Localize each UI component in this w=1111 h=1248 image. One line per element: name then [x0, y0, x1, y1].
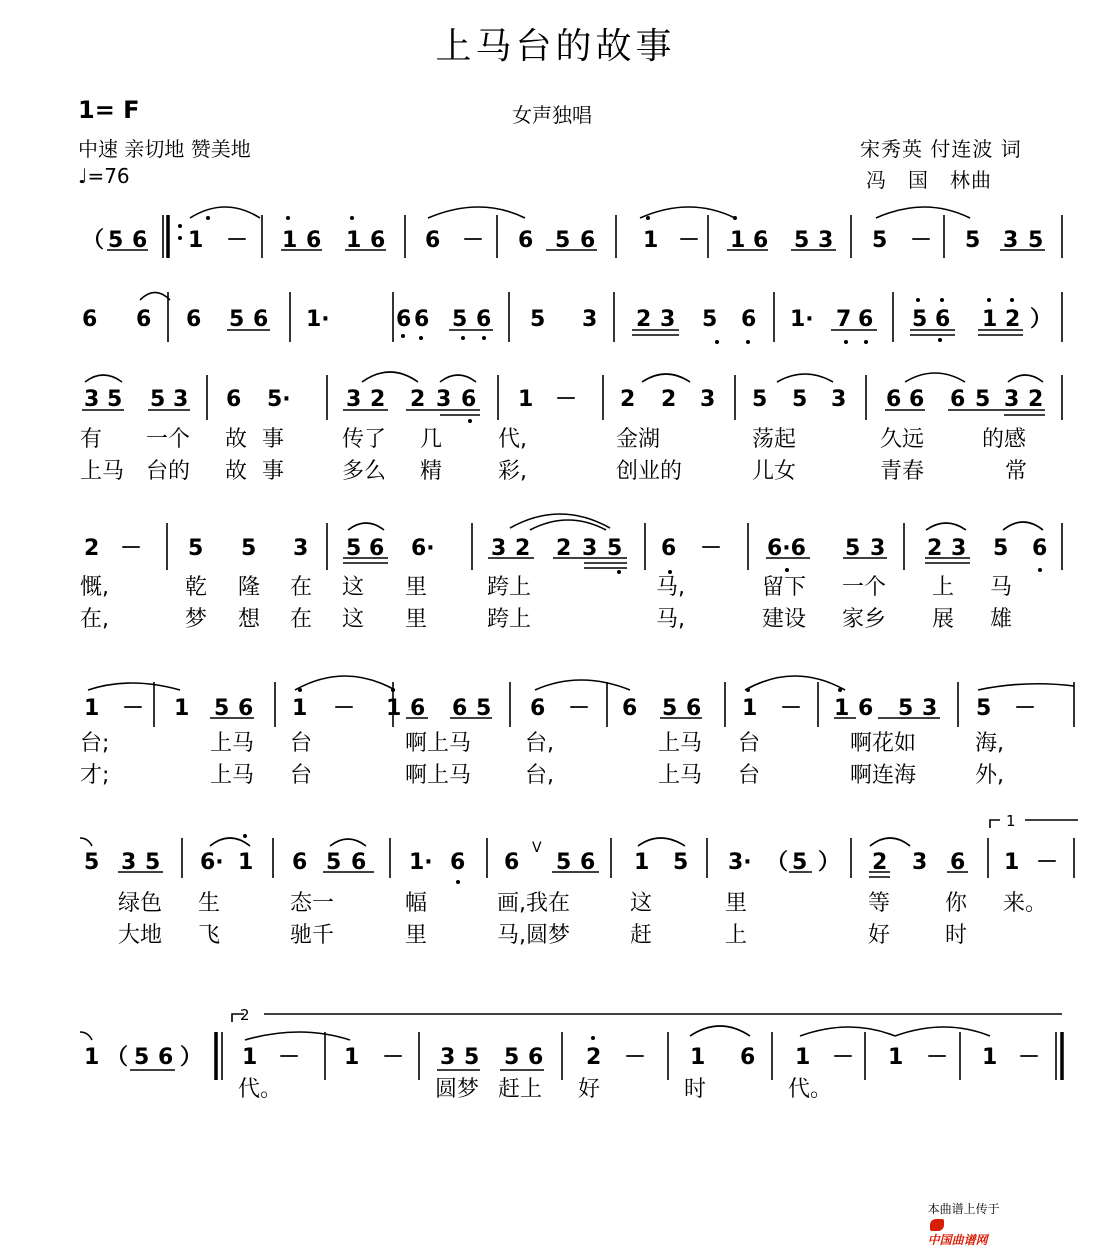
lyric: 里 [405, 607, 428, 632]
note: 1 [242, 1045, 258, 1070]
lyric: 的感 [982, 427, 1027, 452]
note: 1 [188, 228, 204, 253]
lyric: 留下 [762, 575, 807, 600]
note: 5 [794, 228, 810, 253]
lyric: 在 [290, 575, 313, 600]
note: 5 [84, 850, 100, 875]
lyric: 一个 [842, 575, 887, 600]
note: （ [82, 228, 105, 253]
note: 3 [1004, 387, 1020, 412]
lyric: 马,圆梦 [497, 923, 570, 948]
lyric: 建设 [762, 607, 807, 632]
note: 6 [476, 307, 492, 332]
note: 6 [661, 536, 677, 561]
note: 5 [464, 1045, 480, 1070]
lyric: 一个 [146, 427, 191, 452]
lyric: 慨, [80, 575, 109, 600]
note: 5 [975, 387, 991, 412]
note: － [700, 536, 723, 561]
note: － [832, 1045, 855, 1070]
note: 1· [790, 307, 814, 332]
note: 5 [912, 307, 928, 332]
lyric: 好 [868, 923, 891, 948]
note: 5 [702, 307, 718, 332]
note: （ [106, 1045, 129, 1070]
note: 6 [504, 850, 520, 875]
note: 5 [792, 850, 808, 875]
note: 1 [742, 696, 758, 721]
page-title: 上马台的故事 [435, 26, 676, 67]
note: 5 [134, 1045, 150, 1070]
lyric: 啊上马 [405, 763, 472, 788]
note: 6 [351, 850, 367, 875]
note: 6 [935, 307, 951, 332]
note: 3 [582, 536, 598, 561]
lyric: 上马 [658, 731, 703, 756]
lyric: 金湖 [616, 427, 661, 452]
lyric: 几 [420, 427, 443, 452]
lyric: 儿女 [752, 459, 797, 484]
lyric: 马 [990, 575, 1013, 600]
note: 6 [530, 696, 546, 721]
note: 5 [792, 387, 808, 412]
note: 6 [306, 228, 322, 253]
note: 2 [872, 850, 888, 875]
note: 1 [386, 696, 402, 721]
note: 5 [241, 536, 257, 561]
lyric: 在, [80, 607, 109, 632]
note: 5 [107, 387, 123, 412]
note: 1· [409, 850, 433, 875]
lyric: 台, [525, 763, 554, 788]
note: 2 [1028, 387, 1044, 412]
note: 3 [121, 850, 137, 875]
note: 1 [292, 696, 308, 721]
note: － [278, 1045, 301, 1070]
note: 5 [845, 536, 861, 561]
note: 6 [450, 850, 466, 875]
lyric: 代。 [788, 1077, 833, 1102]
note: 3 [922, 696, 938, 721]
lyric: 精 [420, 459, 443, 484]
site-name[interactable]: 中国曲谱网 [927, 1233, 988, 1247]
lyric: 台; [80, 731, 110, 756]
note: 6 [253, 307, 269, 332]
note: 3 [870, 536, 886, 561]
note: － [555, 387, 578, 412]
quarter-note-icon: ♩ [78, 164, 88, 188]
lyric: 赶上 [498, 1077, 543, 1102]
note: 6 [369, 536, 385, 561]
note: 5 [872, 228, 888, 253]
lyric: 台 [290, 763, 313, 788]
lyric: 展 [932, 607, 955, 632]
note: 1 [1004, 850, 1020, 875]
lyric: 隆 [238, 575, 261, 600]
note: 5 [607, 536, 623, 561]
note: 6· [200, 850, 224, 875]
note: 6 [740, 1045, 756, 1070]
note: － [333, 696, 356, 721]
note: 6 [622, 696, 638, 721]
lyric: 这 [630, 891, 653, 916]
lyric: 上 [932, 575, 955, 600]
note: 1 [346, 228, 362, 253]
note: 5 [993, 536, 1009, 561]
note: 6 [950, 850, 966, 875]
note: 3 [173, 387, 189, 412]
composer-credit: 冯 国 林曲 [866, 168, 992, 192]
note: 3 [491, 536, 507, 561]
note: 3 [293, 536, 309, 561]
lyric: 啊上马 [405, 731, 472, 756]
note: 6 [396, 307, 412, 332]
note: － [1036, 850, 1059, 875]
lyric: 里 [725, 891, 748, 916]
note: 5· [267, 387, 291, 412]
note: 1 [643, 228, 659, 253]
lyric: 时 [945, 923, 968, 948]
note: 5 [452, 307, 468, 332]
note: 1 [518, 387, 534, 412]
note: 5 [976, 696, 992, 721]
note: 5 [145, 850, 161, 875]
note: （ [766, 850, 789, 875]
note: 6 [452, 696, 468, 721]
note: － [910, 228, 933, 253]
note: 6 [858, 307, 874, 332]
note: 6 [414, 307, 430, 332]
note: 3 [912, 850, 928, 875]
lyric: 好 [578, 1077, 601, 1102]
note: － [678, 228, 701, 253]
lyric: 上 [725, 923, 748, 948]
note: 1 [690, 1045, 706, 1070]
note: 5 [965, 228, 981, 253]
note: 1· [306, 307, 330, 332]
lyric: 才; [80, 763, 110, 788]
note: 6 [186, 307, 202, 332]
note: 2 [927, 536, 943, 561]
note: 2 [586, 1045, 602, 1070]
lyric: 在 [290, 607, 313, 632]
lyric: 里 [405, 923, 428, 948]
note: 6·6 [767, 536, 806, 561]
lyric: 多么 [342, 459, 387, 484]
note: 6 [518, 228, 534, 253]
lyric: 创业的 [616, 459, 683, 484]
lyric: 台 [290, 731, 313, 756]
lyric: 啊花如 [850, 731, 917, 756]
note: 6 [82, 307, 98, 332]
note: 5 [752, 387, 768, 412]
lyric: 常 [1005, 459, 1028, 484]
lyric: 马, [656, 607, 685, 632]
lyric: 雄 [990, 607, 1013, 632]
note: 6· [411, 536, 435, 561]
note: 1 [84, 1045, 100, 1070]
upload-credit [920, 1186, 1000, 1248]
note: 6 [858, 696, 874, 721]
note: － [382, 1045, 405, 1070]
note: 7 [836, 307, 852, 332]
note: 3 [440, 1045, 456, 1070]
note: － [780, 696, 803, 721]
lyrics [80, 427, 1047, 1102]
note: 6 [461, 387, 477, 412]
note: 6 [753, 228, 769, 253]
score-notes [82, 228, 1058, 1070]
lyric: 家乡 [842, 607, 887, 632]
note: 1 [634, 850, 650, 875]
note: 1 [888, 1045, 904, 1070]
lyric: 代, [498, 427, 527, 452]
lyric: 啊连海 [850, 763, 917, 788]
note: 5 [530, 307, 546, 332]
lyric: 故 [225, 459, 248, 484]
note: 1 [84, 696, 100, 721]
lyric: 驰千 [290, 923, 335, 948]
lyric: 跨上 [487, 607, 532, 632]
note: 6 [292, 850, 308, 875]
note: 2 [1005, 307, 1021, 332]
note: 3 [951, 536, 967, 561]
lyric: 彩, [498, 459, 527, 484]
voice-type: 女声独唱 [512, 103, 592, 127]
lyric: 圆梦 [435, 1077, 480, 1102]
note: － [120, 536, 143, 561]
lyric: 事 [262, 459, 285, 484]
lyric: 乾 [185, 575, 208, 600]
lyric: 大地 [118, 923, 163, 948]
lyric: 马, [656, 575, 685, 600]
note: － [226, 228, 249, 253]
note: 2 [661, 387, 677, 412]
note: ） [818, 850, 841, 875]
lyric: 事 [262, 427, 285, 452]
lyric: 想 [238, 607, 261, 632]
note: 3 [346, 387, 362, 412]
lyric: 有 [80, 427, 103, 452]
note: 5 [476, 696, 492, 721]
note: 6 [425, 228, 441, 253]
note: 3 [700, 387, 716, 412]
lyric: 等 [868, 891, 891, 916]
note: 6 [132, 228, 148, 253]
note: 6 [686, 696, 702, 721]
note: 6 [370, 228, 386, 253]
note: 3 [660, 307, 676, 332]
lyric: 久远 [880, 427, 925, 452]
lyric: 青春 [880, 459, 925, 484]
key-signature: 1= F [78, 96, 140, 124]
tempo-marking: 中速 亲切地 赞美地 [78, 137, 251, 161]
note: 1 [238, 850, 254, 875]
lyric: 台 [738, 763, 761, 788]
note: 1 [834, 696, 850, 721]
lyric: 画,我在 [497, 891, 570, 916]
note: 2 [620, 387, 636, 412]
lyric: 态一 [290, 891, 335, 916]
note: 6 [741, 307, 757, 332]
note: 6 [909, 387, 925, 412]
lyric: 飞 [198, 923, 221, 948]
note: 5 [662, 696, 678, 721]
note: － [122, 696, 145, 721]
note: 2 [515, 536, 531, 561]
note: ） [1030, 307, 1053, 332]
note: 5 [214, 696, 230, 721]
note: 3 [436, 387, 452, 412]
note: 5 [555, 228, 571, 253]
upload-text: 本曲谱上传于 [927, 1202, 1000, 1216]
note: 6 [950, 387, 966, 412]
lyric: 幅 [405, 891, 428, 916]
lyric: 上马 [210, 763, 255, 788]
note: 5 [346, 536, 362, 561]
lyric: 梦 [185, 607, 208, 632]
lyric: 跨上 [487, 575, 532, 600]
note: 2 [556, 536, 572, 561]
volta-1-label: 1 [1006, 812, 1016, 830]
note: 5 [326, 850, 342, 875]
lyric: 这 [342, 575, 365, 600]
note: 2 [370, 387, 386, 412]
note: 6 [886, 387, 902, 412]
note: 1 [282, 228, 298, 253]
note: 2 [84, 536, 100, 561]
note: 1 [982, 307, 998, 332]
site-logo-icon [930, 1219, 944, 1231]
note: 6 [226, 387, 242, 412]
lyric: 你 [945, 891, 968, 916]
note: 3 [831, 387, 847, 412]
note: － [926, 1045, 949, 1070]
note: ） [180, 1045, 203, 1070]
note: 1 [795, 1045, 811, 1070]
note: 6 [136, 307, 152, 332]
lyric: 时 [684, 1077, 707, 1102]
note: － [624, 1045, 647, 1070]
note: 5 [556, 850, 572, 875]
lyric: 传了 [342, 427, 387, 452]
volta-2-label: 2 [240, 1006, 250, 1024]
lyric: 上马 [210, 731, 255, 756]
note: 3 [1003, 228, 1019, 253]
note: 2 [410, 387, 426, 412]
note: 1 [174, 696, 190, 721]
note: 5 [188, 536, 204, 561]
note: 5 [898, 696, 914, 721]
note: 5 [673, 850, 689, 875]
note: 3 [84, 387, 100, 412]
note: 6 [1032, 536, 1048, 561]
note: 5 [108, 228, 124, 253]
lyric: 这 [342, 607, 365, 632]
lyric: 代。 [238, 1077, 283, 1102]
note: 6 [528, 1045, 544, 1070]
note: － [568, 696, 591, 721]
note: － [1014, 696, 1037, 721]
lyricist-credit: 宋秀英 付连波 词 [860, 137, 1022, 161]
note: 6 [410, 696, 426, 721]
note: 1 [344, 1045, 360, 1070]
lyric: 里 [405, 575, 428, 600]
note: 6 [580, 228, 596, 253]
note: 3 [818, 228, 834, 253]
lyric: 上马 [658, 763, 703, 788]
note: 5 [150, 387, 166, 412]
note: 5 [229, 307, 245, 332]
note: 6 [580, 850, 596, 875]
note: － [1018, 1045, 1041, 1070]
lyric: 荡起 [752, 427, 797, 452]
lyric: 台的 [146, 459, 191, 484]
note: 1 [982, 1045, 998, 1070]
note: 6 [158, 1045, 174, 1070]
lyric: 海, [975, 731, 1004, 756]
lyric: 来。 [1003, 891, 1048, 916]
note: 5 [1028, 228, 1044, 253]
note: 6 [238, 696, 254, 721]
note: 3· [728, 850, 752, 875]
note: 2 [636, 307, 652, 332]
lyric: 台 [738, 731, 761, 756]
lyric: 外, [975, 763, 1004, 788]
lyric: 台, [525, 731, 554, 756]
breath-mark: V [532, 840, 542, 856]
note: － [462, 228, 485, 253]
lyric: 故 [225, 427, 248, 452]
note: 1 [730, 228, 746, 253]
lyric: 上马 [80, 459, 125, 484]
score-graphics [80, 207, 1078, 1080]
lyric: 赶 [630, 923, 653, 948]
note: 3 [582, 307, 598, 332]
note: 5 [504, 1045, 520, 1070]
lyric: 绿色 [118, 891, 163, 916]
metronome-value: =76 [87, 164, 130, 188]
lyric: 生 [198, 891, 221, 916]
